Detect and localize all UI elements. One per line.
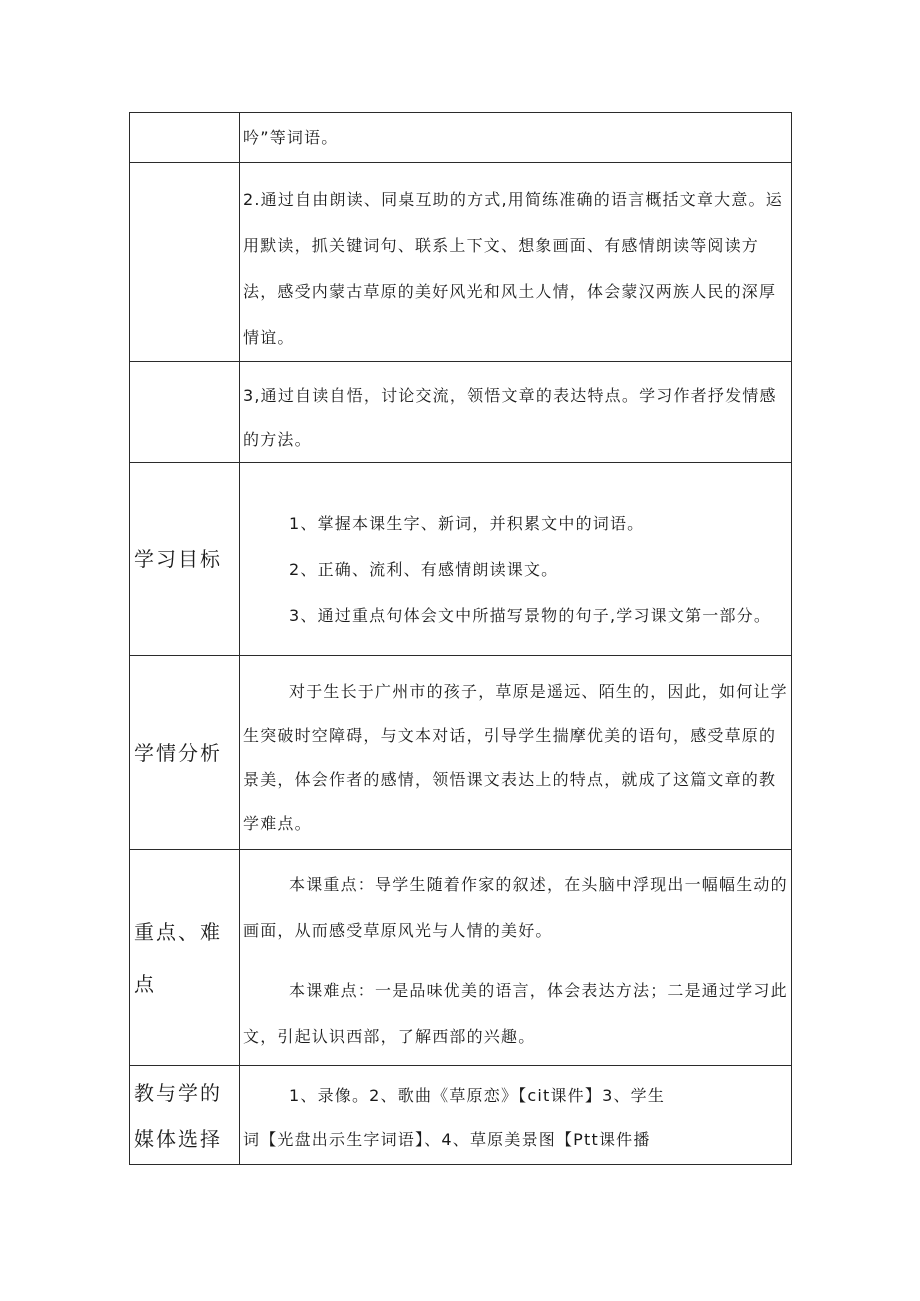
key-points-row (130, 850, 792, 1066)
key-points-label (130, 850, 240, 1066)
study-goals-cell (240, 463, 792, 656)
learner-analysis-cell (240, 656, 792, 850)
study-goal-item: 2、正确、流利、有感情朗读课文。 (289, 560, 559, 579)
key-points-label-line2: 点 (134, 971, 156, 996)
study-goal-item: 1、掌握本课生字、新词，并积累文中的词语。 (289, 514, 645, 533)
objectives-row-2 (130, 163, 792, 362)
learner-analysis-label-text: 学情分析 (134, 740, 222, 765)
study-goals-label (130, 463, 240, 656)
objective-item-3: 3,通过自读自悟，讨论交流，领悟文章的表达特点。学习作者抒发情感的方法。 (243, 386, 777, 449)
objectives-item-3-cell (240, 362, 792, 463)
study-goals-row (130, 463, 792, 656)
objective-item-2: 2.通过自由朗读、同桌互助的方式,用简练准确的语言概括文章大意。运用默读，抓关键词句、联系上下文、想象画面、有感情朗读等阅读方法，感受内蒙古草原的美好风光和风土人情，体会蒙汉两族人民的深厚情谊。 (243, 190, 783, 347)
empty-label-cell (130, 362, 240, 463)
learner-analysis-label (130, 656, 240, 850)
key-points-cell (240, 850, 792, 1066)
media-line: 1、录像。2、歌曲《草原恋》【cit课件】3、学生 (289, 1086, 666, 1105)
objectives-row-3 (130, 362, 792, 463)
empty-label-cell (130, 113, 240, 163)
study-goals-label-text: 学习目标 (134, 547, 222, 571)
media-label (130, 1066, 240, 1165)
media-cell (240, 1066, 792, 1165)
lesson-plan-table (129, 112, 792, 1165)
objectives-item-2-cell (240, 163, 792, 362)
objectives-row-cont (130, 113, 792, 163)
learner-analysis-text: 对于生长于广州市的孩子，草原是遥远、陌生的，因此，如何让学生突破时空障碍，与文本对话，引导学生揣摩优美的语句，感受草原的景美，体会作者的感情，领悟课文表达上的特点，就成了这篇文章的教学难点。 (243, 682, 788, 833)
objectives-cont-cell (240, 113, 792, 163)
learner-analysis-row (130, 656, 792, 850)
media-line: 词【光盘出示生字词语】、4、草原美景图【Ptt课件播 (243, 1130, 651, 1149)
media-label-line1: 教与学的 (134, 1081, 222, 1105)
empty-label-cell (130, 163, 240, 362)
study-goal-item: 3、通过重点句体会文中所描写景物的句子,学习课文第一部分。 (289, 606, 772, 625)
difficulty-text: 本课难点：一是品味优美的语言，体会表达方法；二是通过学习此文，引起认识西部，了解西部的兴趣。 (243, 981, 788, 1046)
objectives-cont-text: 吟”等词语。 (243, 128, 339, 147)
media-label-line2: 媒体选择 (134, 1127, 222, 1151)
media-row (130, 1066, 792, 1165)
key-points-label-line1: 重点、难 (134, 919, 222, 944)
key-point-text: 本课重点：导学生随着作家的叙述，在头脑中浮现出一幅幅生动的画面，从而感受草原风光与人情的美好。 (243, 875, 788, 940)
